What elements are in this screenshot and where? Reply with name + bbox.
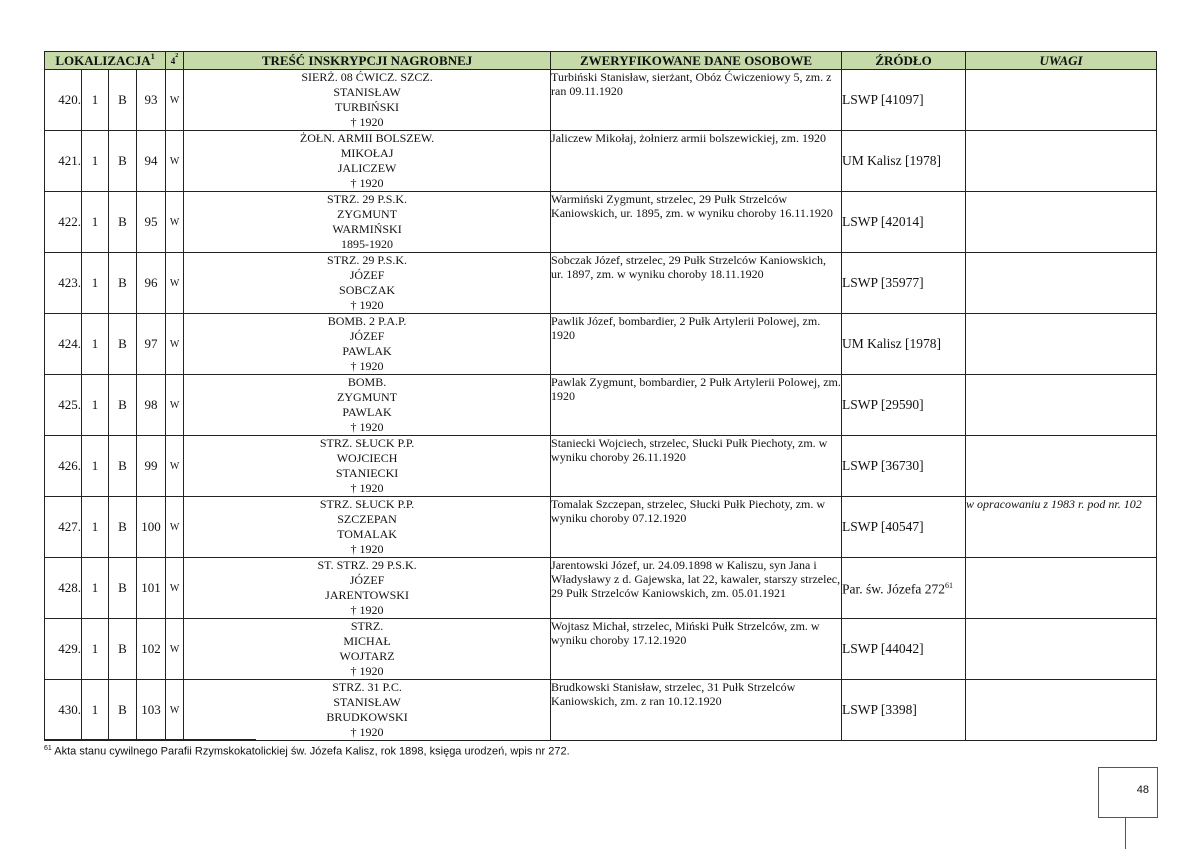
inscription-line: TURBIŃSKI — [335, 100, 400, 114]
location-field: 1 — [82, 558, 109, 619]
table-row — [45, 436, 1157, 497]
location-sector: B — [109, 436, 137, 497]
location-field: 1 — [82, 436, 109, 497]
inscription-line: BOMB. — [347, 375, 387, 389]
location-grave: 103 — [137, 680, 166, 741]
inscription-line: † 1920 — [350, 420, 384, 434]
entry-number: 422. — [45, 192, 82, 253]
source-cell — [842, 70, 966, 131]
inscription-line: STRZ. 31 P.C. — [332, 680, 402, 694]
inscription-line: † 1920 — [350, 115, 384, 129]
location-field: 1 — [82, 70, 109, 131]
table-row — [45, 680, 1157, 741]
inscription-line: PAWLAK — [342, 405, 392, 419]
inscription-line: STRZ. 29 P.S.K. — [327, 253, 408, 267]
verified-person-data: Sobczak Józef, strzelec, 29 Pułk Strzelców Kaniowskich, ur. 1897, zm. w wyniku choroby 18.11.1920 — [551, 253, 842, 314]
table-row — [45, 375, 1157, 436]
inscription-cell — [184, 558, 551, 619]
source-cell — [842, 314, 966, 375]
source-cell — [842, 436, 966, 497]
remarks-cell — [966, 131, 1157, 192]
inscription-cell — [184, 436, 551, 497]
verified-person-data: Wojtasz Michał, strzelec, Miński Pułk Strzelców, zm. w wyniku choroby 17.12.1920 — [551, 619, 842, 680]
location-grave: 98 — [137, 375, 166, 436]
source-text: LSWP [35977] — [842, 275, 924, 290]
page-number: 48 — [1136, 784, 1149, 796]
entry-number: 430. — [45, 680, 82, 741]
location-sector: B — [109, 680, 137, 741]
verified-person-data: Staniecki Wojciech, strzelec, Słucki Pułk Piechoty, zm. w wyniku choroby 26.11.1920 — [551, 436, 842, 497]
inscription-line: WOJTARZ — [339, 649, 395, 663]
entry-number: 426. — [45, 436, 82, 497]
inscription-line: 1895-1920 — [341, 237, 394, 251]
location-field: 1 — [82, 497, 109, 558]
grave-type: W — [166, 558, 184, 619]
entry-number: 423. — [45, 253, 82, 314]
inscription-cell — [184, 131, 551, 192]
table-row — [45, 70, 1157, 131]
page-number-box — [1098, 767, 1158, 818]
table-row — [45, 192, 1157, 253]
remarks-cell — [966, 619, 1157, 680]
source-text: LSWP [3398] — [842, 702, 917, 717]
table-row — [45, 558, 1157, 619]
table-row — [45, 253, 1157, 314]
inscription-line: STANISŁAW — [333, 695, 401, 709]
inscription-line: STANIECKI — [335, 466, 399, 480]
location-sector: B — [109, 253, 137, 314]
location-field: 1 — [82, 131, 109, 192]
inscription-line: WARMIŃSKI — [332, 222, 402, 236]
grave-type: W — [166, 680, 184, 741]
footnote — [44, 745, 570, 758]
verified-person-data: Turbiński Stanisław, sierżant, Obóz Ćwiczeniowy 5, zm. z ran 09.11.1920 — [551, 70, 842, 131]
inscription-line: † 1920 — [350, 603, 384, 617]
remarks-cell — [966, 375, 1157, 436]
inscription-line: WOJCIECH — [336, 451, 398, 465]
location-field: 1 — [82, 253, 109, 314]
location-grave: 94 — [137, 131, 166, 192]
location-sector: B — [109, 497, 137, 558]
location-sector: B — [109, 375, 137, 436]
grave-register-table — [44, 51, 1157, 741]
entry-number: 425. — [45, 375, 82, 436]
location-field: 1 — [82, 680, 109, 741]
location-field: 1 — [82, 619, 109, 680]
source-cell — [842, 680, 966, 741]
grave-type: W — [166, 436, 184, 497]
inscription-line: STRZ. SŁUCK P.P. — [319, 436, 415, 450]
inscription-line: MICHAŁ — [343, 634, 391, 648]
header-tresc: TREŚĆ INSKRYPCJI NAGROBNEJ — [184, 52, 551, 70]
inscription-line: SZCZEPAN — [337, 512, 397, 526]
source-text: UM Kalisz [1978] — [842, 153, 942, 168]
inscription-line: † 1920 — [350, 664, 384, 678]
table-row — [45, 314, 1157, 375]
source-text: LSWP [29590] — [842, 397, 924, 412]
grave-type: W — [166, 192, 184, 253]
source-cell — [842, 558, 966, 619]
source-text: Par. św. Józefa 272 — [842, 581, 946, 597]
remarks-cell — [966, 680, 1157, 741]
inscription-line: ST. STRZ. 29 P.S.K. — [317, 558, 417, 572]
source-footnote-mark: 61 — [945, 581, 954, 591]
header-four: $4^2$ — [166, 52, 184, 70]
location-grave: 97 — [137, 314, 166, 375]
inscription-line: STRZ. SŁUCK P.P. — [319, 497, 415, 511]
entry-number: 427. — [45, 497, 82, 558]
inscription-line: JALICZEW — [337, 161, 397, 175]
source-text: LSWP [36730] — [842, 458, 924, 473]
table-row — [45, 131, 1157, 192]
inscription-line: STANISŁAW — [333, 85, 401, 99]
source-cell — [842, 497, 966, 558]
location-sector: B — [109, 70, 137, 131]
grave-type: W — [166, 131, 184, 192]
remarks-cell — [966, 70, 1157, 131]
inscription-cell — [184, 375, 551, 436]
inscription-cell — [184, 497, 551, 558]
inscription-line: ZYGMUNT — [337, 390, 398, 404]
inscription-line: † 1920 — [350, 481, 384, 495]
location-grave: 93 — [137, 70, 166, 131]
remarks-cell — [966, 436, 1157, 497]
remarks-cell — [966, 558, 1157, 619]
location-grave: 95 — [137, 192, 166, 253]
inscription-line: JARENTOWSKI — [325, 588, 409, 602]
source-cell — [842, 131, 966, 192]
footnote-text: Akta stanu cywilnego Parafii Rzymskokatolickiej św. Józefa Kalisz, rok 1898, księga urodzeń, wpis nr 272. — [51, 745, 570, 758]
header-lokalizacja: LOKALIZACJA$^1$ — [45, 52, 166, 70]
location-sector: B — [109, 192, 137, 253]
entry-number: 421. — [45, 131, 82, 192]
location-sector: B — [109, 314, 137, 375]
grave-type: W — [166, 253, 184, 314]
grave-type: W — [166, 375, 184, 436]
remarks-cell: w opracowaniu z 1983 r. pod nr. 102 — [966, 497, 1157, 558]
location-field: 1 — [82, 314, 109, 375]
footnote-separator — [44, 739, 256, 740]
inscription-line: MIKOŁAJ — [340, 146, 394, 160]
remarks-cell — [966, 192, 1157, 253]
verified-person-data: Warmiński Zygmunt, strzelec, 29 Pułk Strzelców Kaniowskich, ur. 1895, zm. w wyniku choroby 16.11.1920 — [551, 192, 842, 253]
table-body — [45, 70, 1157, 741]
inscription-line: PAWLAK — [342, 344, 392, 358]
inscription-cell — [184, 619, 551, 680]
source-cell — [842, 192, 966, 253]
inscription-line: ZYGMUNT — [337, 207, 398, 221]
entry-number: 428. — [45, 558, 82, 619]
inscription-line: † 1920 — [350, 542, 384, 556]
verified-person-data: Pawlik Józef, bombardier, 2 Pułk Artylerii Polowej, zm. 1920 — [551, 314, 842, 375]
grave-type: W — [166, 70, 184, 131]
source-text: LSWP [44042] — [842, 641, 924, 656]
location-grave: 96 — [137, 253, 166, 314]
inscription-cell — [184, 314, 551, 375]
location-sector: B — [109, 131, 137, 192]
inscription-line: STRZ. — [350, 619, 384, 633]
inscription-line: JÓZEF — [349, 573, 385, 587]
location-field: 1 — [82, 375, 109, 436]
inscription-line: JÓZEF — [349, 329, 385, 343]
inscription-line: STRZ. 29 P.S.K. — [327, 192, 408, 206]
location-grave: 100 — [137, 497, 166, 558]
inscription-line: SIERŻ. 08 ĆWICZ. SZCZ. — [301, 70, 433, 84]
source-cell — [842, 253, 966, 314]
verified-person-data: Jarentowski Józef, ur. 24.09.1898 w Kaliszu, syn Jana i Władysławy z d. Gajewska, lat 22, kawaler, starszy strzelec, 29 Pułk Strzelców Kaniowskich, zm. 05.01.1921 — [551, 558, 842, 619]
grave-type: W — [166, 497, 184, 558]
entry-number: 420. — [45, 70, 82, 131]
source-cell — [842, 619, 966, 680]
location-field: 1 — [82, 192, 109, 253]
remarks-cell — [966, 314, 1157, 375]
verified-person-data: Pawlak Zygmunt, bombardier, 2 Pułk Artylerii Polowej, zm. 1920 — [551, 375, 842, 436]
inscription-line: † 1920 — [350, 725, 384, 739]
source-cell — [842, 375, 966, 436]
verified-person-data: Brudkowski Stanisław, strzelec, 31 Pułk Strzelców Kaniowskich, zm. z ran 10.12.1920 — [551, 680, 842, 741]
inscription-line: SOBCZAK — [339, 283, 396, 297]
remarks-cell — [966, 253, 1157, 314]
inscription-line: † 1920 — [350, 176, 384, 190]
location-sector: B — [109, 558, 137, 619]
verified-person-data: Jaliczew Mikołaj, żołnierz armii bolszewickiej, zm. 1920 — [551, 131, 842, 192]
inscription-line: † 1920 — [350, 359, 384, 373]
source-text: UM Kalisz [1978] — [842, 336, 942, 351]
inscription-line: JÓZEF — [349, 268, 385, 282]
inscription-line: TOMALAK — [337, 527, 397, 541]
entry-number: 424. — [45, 314, 82, 375]
inscription-line: ŻOŁN. ARMII BOLSZEW. — [299, 131, 435, 145]
source-text: LSWP [42014] — [842, 214, 924, 229]
inscription-line: † 1920 — [350, 298, 384, 312]
source-text: LSWP [41097] — [842, 92, 924, 107]
inscription-cell — [184, 680, 551, 741]
location-grave: 101 — [137, 558, 166, 619]
entry-number: 429. — [45, 619, 82, 680]
location-grave: 99 — [137, 436, 166, 497]
table-row — [45, 619, 1157, 680]
verified-person-data: Tomalak Szczepan, strzelec, Słucki Pułk Piechoty, zm. w wyniku choroby 07.12.1920 — [551, 497, 842, 558]
inscription-line: BRUDKOWSKI — [326, 710, 408, 724]
source-text: LSWP [40547] — [842, 519, 924, 534]
grave-type: W — [166, 619, 184, 680]
table-row — [45, 497, 1157, 558]
header-row — [45, 52, 1157, 70]
header-uwagi: UWAGI — [966, 52, 1157, 70]
inscription-cell — [184, 192, 551, 253]
grave-type: W — [166, 314, 184, 375]
inscription-line: BOMB. 2 P.A.P. — [327, 314, 407, 328]
inscription-cell — [184, 253, 551, 314]
inscription-cell — [184, 70, 551, 131]
location-grave: 102 — [137, 619, 166, 680]
footnote-mark: 61 — [44, 745, 52, 752]
header-zrodlo: ŹRÓDŁO — [842, 52, 966, 70]
location-sector: B — [109, 619, 137, 680]
page-number-line — [1125, 817, 1126, 849]
header-dane: ZWERYFIKOWANE DANE OSOBOWE — [551, 52, 842, 70]
